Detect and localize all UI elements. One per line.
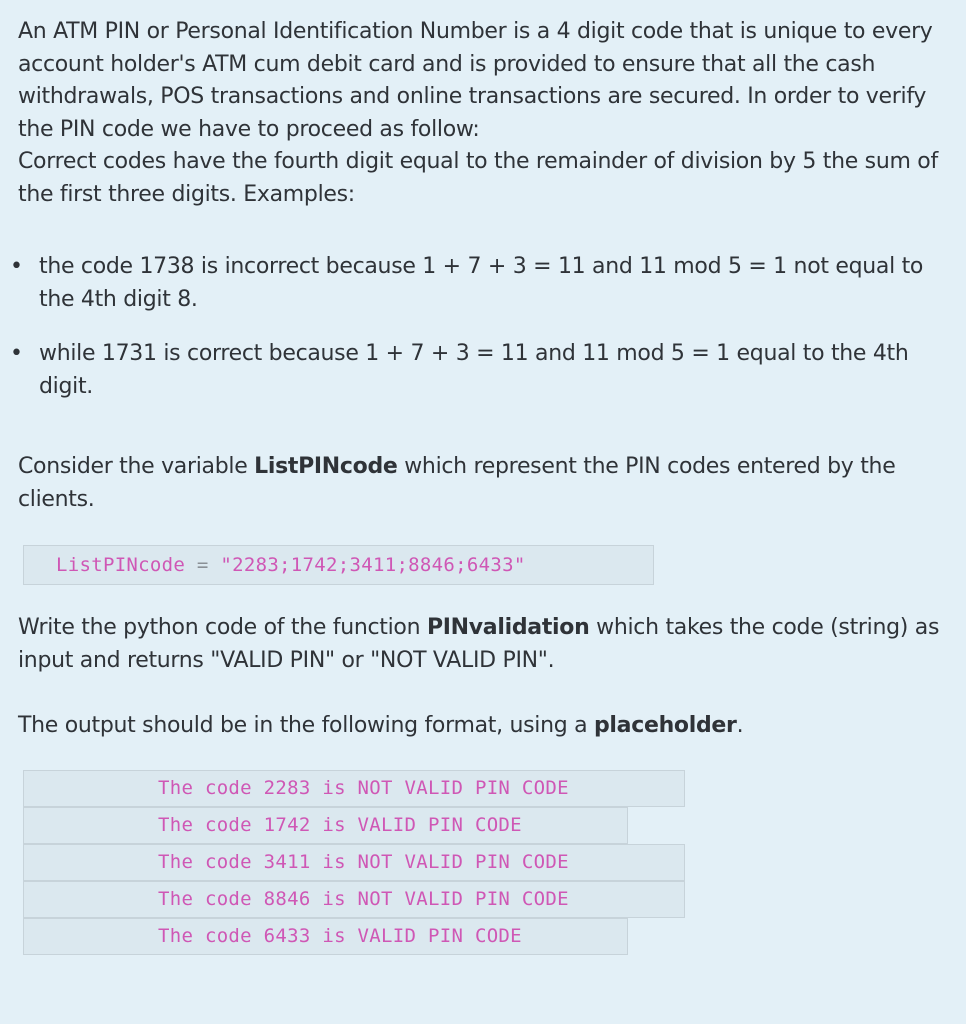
output-line: The code 8846 is NOT VALID PIN CODE: [23, 881, 685, 918]
consider-paragraph: [18, 451, 958, 516]
output-intro-after: .: [736, 713, 744, 738]
output-intro-paragraph: [18, 710, 958, 743]
write-text-before: Write the python code of the function: [18, 615, 427, 640]
intro-text: An ATM PIN or Personal Identification Number is a 4 digit code that is unique to every account holder's ATM cum debit card and is provided to ensure that all the cash withdrawals, POS transactions and online transactions are secured. In order to verify the PIN code we have to proceed as follow:: [18, 19, 933, 142]
output-line: The code 3411 is NOT VALID PIN CODE: [23, 844, 685, 881]
intro-paragraph: [18, 16, 958, 211]
write-paragraph: [18, 612, 958, 677]
example-text: the code 1738 is incorrect because 1 + 7 + 3 = 11 and 11 mod 5 = 1 not equal to the 4th digit 8.: [39, 254, 924, 312]
placeholder-keyword: placeholder: [593, 713, 737, 738]
example-text: while 1731 is correct because 1 + 7 + 3 = 11 and 11 mod 5 = 1 equal to the 4th digit.: [39, 341, 909, 399]
code-variable: ListPINcode: [56, 554, 186, 576]
bullet-icon: •: [10, 254, 23, 279]
code-string: "2283;1742;3411;8846;6433": [220, 554, 526, 576]
code-operator: =: [185, 554, 221, 576]
rule-text: Correct codes have the fourth digit equal to the remainder of division by 5 the sum of the first three digits. Examples:: [18, 149, 938, 207]
code-block: [23, 545, 654, 585]
examples-list: [10, 251, 958, 403]
output-line: The code 2283 is NOT VALID PIN CODE: [23, 770, 685, 807]
output-block: [23, 770, 958, 955]
write-text-after: which takes the code (string) as input and returns "VALID PIN" or "NOT VALID PIN".: [18, 615, 940, 673]
consider-text-before: Consider the variable: [18, 454, 255, 479]
output-intro-before: The output should be in the following format, using a: [18, 713, 594, 738]
function-name: PINvalidation: [426, 615, 590, 640]
bullet-icon: •: [10, 341, 23, 366]
output-line: The code 6433 is VALID PIN CODE: [23, 918, 628, 955]
output-line: The code 1742 is VALID PIN CODE: [23, 807, 628, 844]
document-body: [10, 16, 958, 955]
consider-text-after: which represent the PIN codes entered by the clients.: [18, 454, 896, 512]
list-item: [10, 251, 958, 316]
variable-name: ListPINcode: [254, 454, 398, 479]
list-item: [10, 338, 958, 403]
